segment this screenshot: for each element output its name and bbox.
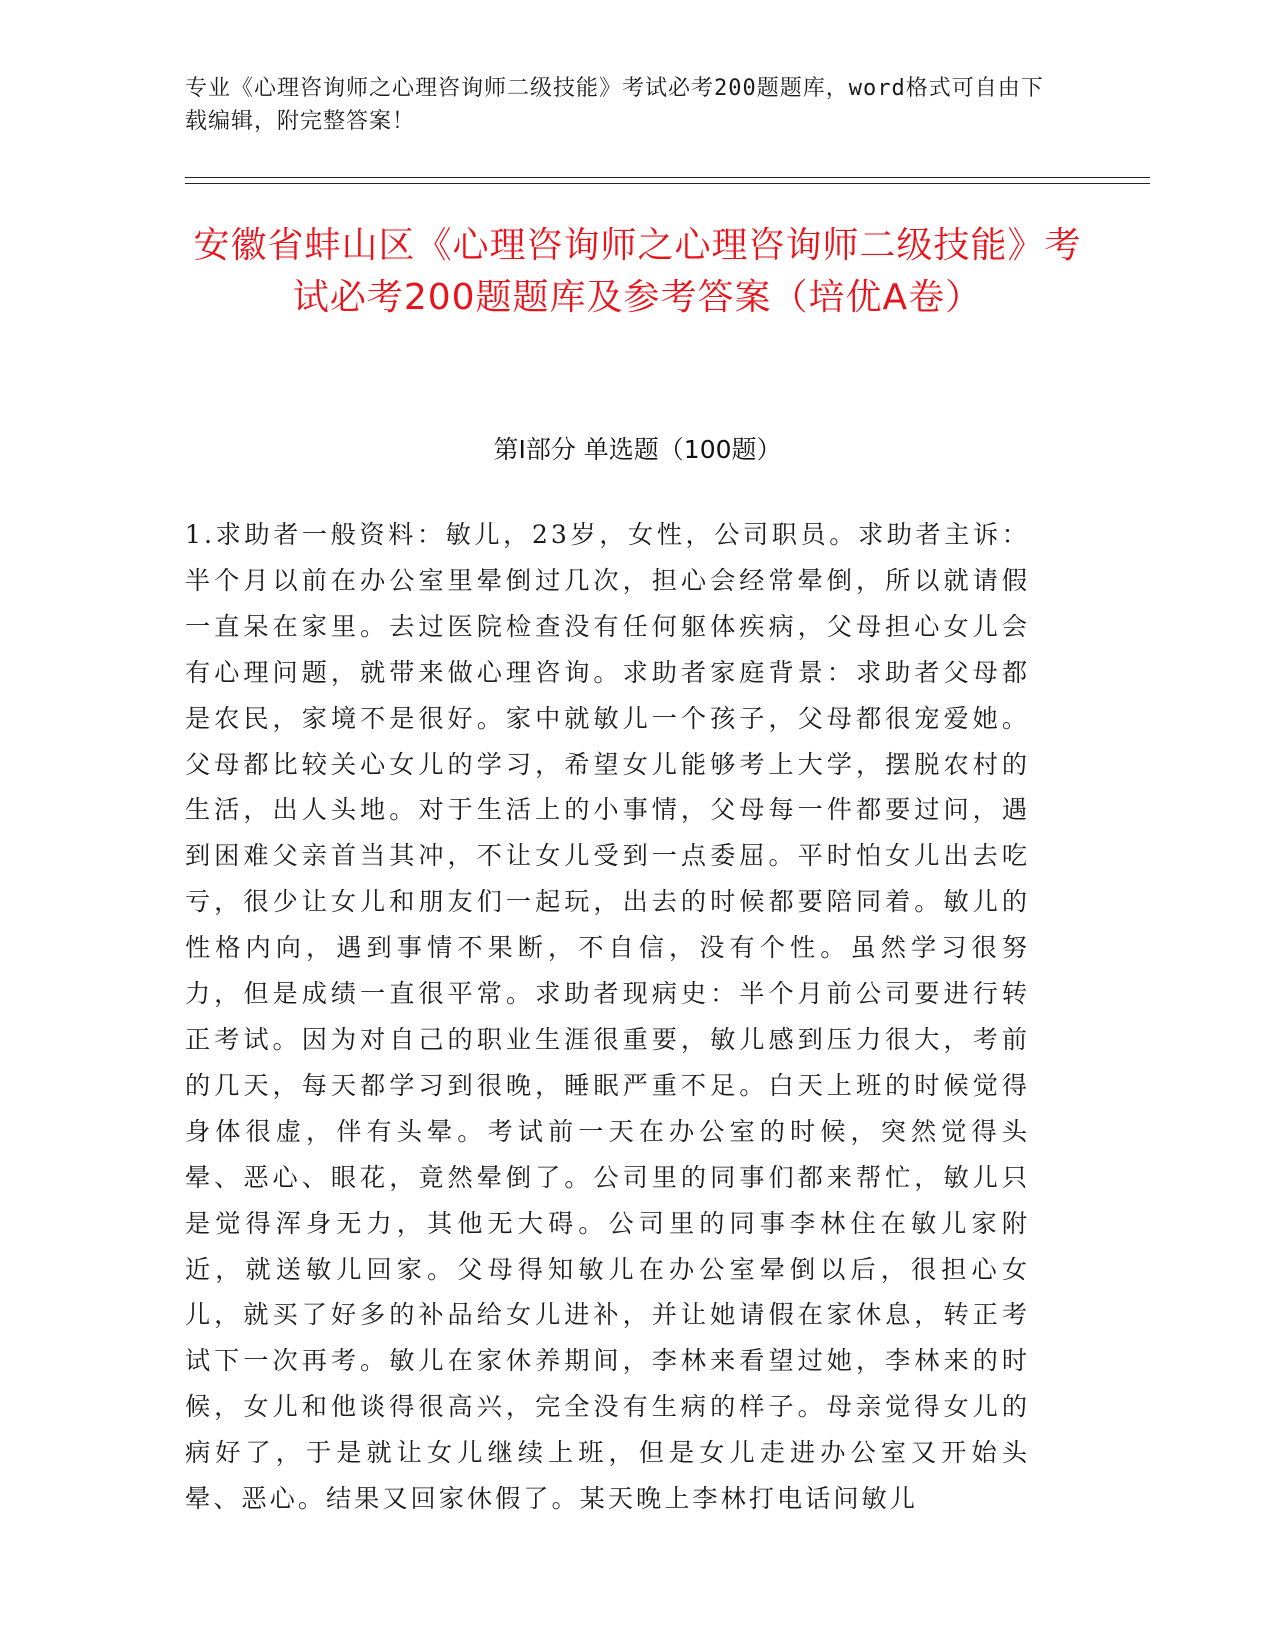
header-rule-top (185, 177, 1150, 178)
header-rule-bottom (185, 183, 1150, 184)
document-title: 安徽省蚌山区《心理咨询师之心理咨询师二级技能》考试必考200题题库及参考答案（培优A卷） (193, 225, 1082, 318)
header-note: 专业《心理咨询师之心理咨询师二级技能》考试必考200题题库，word格式可自由下载编辑，附完整答案！ (185, 76, 1044, 134)
question-1-text: 1.求助者一般资料：敏儿，23岁，女性，公司职员。求助者主诉：半个月以前在办公室里晕倒过几次，担心会经常晕倒，所以就请假一直呆在家里。去过医院检查没有任何躯体疾病，父母担心女儿会有心理问题，就带来做心理咨询。求助者家庭背景：求助者父母都是农民，家境不是很好。家中就敏儿一个孩子，父母都很宠爱她。父母都比较关心女儿的学习，希望女儿能够考上大学，摆脱农村的生活，出人头地。对于生活上的小事情，父母每一件都要过问，遇到困难父亲首当其冲，不让女儿受到一点委屈。平时怕女儿出去吃亏，很少让女儿和朋友们一起玩，出去的时候都要陪同着。敏儿的性格内向，遇到事情不果断，不自信，没有个性。虽然学习很努力，但是成绩一直很平常。求助者现病史：半个月前公司要进行转正考试。因为对自己的职业生涯很重要，敏儿感到压力很大，考前的几天，每天都学习到很晚，睡眠严重不足。白天上班的时候觉得身体很虚，伴有头晕。考试前一天在办公室的时候，突然觉得头晕、恶心、眼花，竟然晕倒了。公司里的同事们都来帮忙，敏儿只是觉得浑身无力，其他无大碍。公司里的同事李林住在敏儿家附近，就送敏儿回家。父母得知敏儿在办公室晕倒以后，很担心女儿，就买了好多的补品给女儿进补，并让她请假在家休息，转正考试下一次再考。敏儿在家休养期间，李林来看望过她，李林来的时候，女儿和他谈得很高兴，完全没有生病的样子。母亲觉得女儿的病好了，于是就让女儿继续上班，但是女儿走进办公室又开始头晕、恶心。结果又回家休假了。某天晚上李林打电话问敏儿 (185, 520, 1030, 1514)
section-heading: 第I部分 单选题（100题） (493, 435, 782, 464)
